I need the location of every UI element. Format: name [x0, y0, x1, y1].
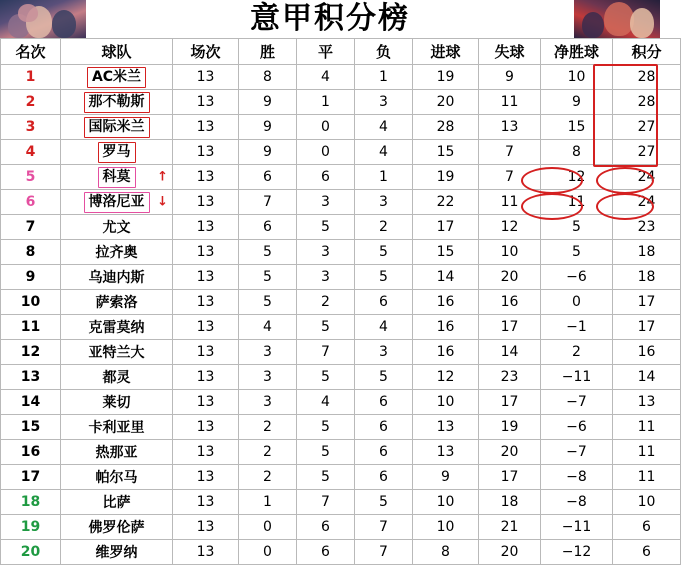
- cell-team[interactable]: [61, 340, 173, 365]
- table-row: [1, 315, 681, 340]
- cell-rank: 15: [1, 415, 61, 440]
- cell-team[interactable]: [61, 290, 173, 315]
- cell-goals-for: 19: [413, 65, 479, 90]
- cell-rank: 16: [1, 440, 61, 465]
- cell-won: 3: [239, 365, 297, 390]
- cell-points: 16: [613, 340, 681, 365]
- cell-played: 13: [173, 215, 239, 240]
- cell-rank: 11: [1, 315, 61, 340]
- cell-goals-against: 13: [479, 115, 541, 140]
- cell-goals-for: 16: [413, 315, 479, 340]
- cell-team[interactable]: [61, 315, 173, 340]
- cell-lost: 6: [355, 390, 413, 415]
- table-row: [1, 365, 681, 390]
- cell-goal-diff: −12: [541, 540, 613, 565]
- cell-drawn: 5: [297, 440, 355, 465]
- table-row: [1, 240, 681, 265]
- table-row: [1, 165, 681, 190]
- team-name: 帕尔马: [95, 470, 138, 486]
- cell-lost: 3: [355, 340, 413, 365]
- cell-rank: 17: [1, 465, 61, 490]
- cell-goals-for: 16: [413, 340, 479, 365]
- cell-points: 14: [613, 365, 681, 390]
- team-name: AC米兰: [87, 67, 146, 88]
- cell-rank: 2: [1, 90, 61, 115]
- cell-played: 13: [173, 165, 239, 190]
- team-name: 科莫: [98, 167, 136, 188]
- cell-goals-against: 19: [479, 415, 541, 440]
- cell-team[interactable]: [61, 165, 173, 190]
- cell-goal-diff: −7: [541, 440, 613, 465]
- cell-team[interactable]: [61, 540, 173, 565]
- page-title: 意甲积分榜: [250, 1, 410, 36]
- cell-played: 13: [173, 515, 239, 540]
- cell-drawn: 3: [297, 265, 355, 290]
- cell-points: 24: [613, 165, 681, 190]
- cell-goals-against: 21: [479, 515, 541, 540]
- cell-goals-for: 13: [413, 440, 479, 465]
- team-name: 比萨: [102, 495, 131, 511]
- cell-team[interactable]: [61, 465, 173, 490]
- move-up-icon: ↑: [157, 169, 168, 185]
- cell-team[interactable]: [61, 515, 173, 540]
- cell-rank: 14: [1, 390, 61, 415]
- cell-goals-against: 10: [479, 240, 541, 265]
- cell-played: 13: [173, 190, 239, 215]
- cell-goal-diff: −8: [541, 490, 613, 515]
- cell-goals-for: 10: [413, 390, 479, 415]
- cell-drawn: 0: [297, 115, 355, 140]
- table-row: [1, 515, 681, 540]
- cell-drawn: 0: [297, 140, 355, 165]
- cell-lost: 1: [355, 165, 413, 190]
- cell-team[interactable]: [61, 190, 173, 215]
- cell-won: 9: [239, 115, 297, 140]
- cell-drawn: 5: [297, 365, 355, 390]
- header-goal-diff: 净胜球: [541, 39, 613, 65]
- cell-goal-diff: 5: [541, 240, 613, 265]
- cell-played: 13: [173, 90, 239, 115]
- cell-goals-for: 15: [413, 140, 479, 165]
- cell-goals-for: 19: [413, 165, 479, 190]
- cell-won: 5: [239, 290, 297, 315]
- cell-rank: 3: [1, 115, 61, 140]
- cell-rank: 5: [1, 165, 61, 190]
- cell-won: 5: [239, 240, 297, 265]
- cell-played: 13: [173, 140, 239, 165]
- cell-rank: 7: [1, 215, 61, 240]
- cell-rank: 1: [1, 65, 61, 90]
- cell-rank: 19: [1, 515, 61, 540]
- cell-goals-against: 16: [479, 290, 541, 315]
- cell-drawn: 6: [297, 515, 355, 540]
- cell-goal-diff: 5: [541, 215, 613, 240]
- cell-played: 13: [173, 365, 239, 390]
- table-row: [1, 190, 681, 215]
- cell-goals-for: 14: [413, 265, 479, 290]
- cell-goals-against: 20: [479, 540, 541, 565]
- cell-goal-diff: −11: [541, 365, 613, 390]
- team-name: 那不勒斯: [84, 92, 150, 113]
- cell-won: 5: [239, 265, 297, 290]
- cell-lost: 5: [355, 490, 413, 515]
- cell-won: 3: [239, 340, 297, 365]
- standings-table: [0, 38, 681, 565]
- cell-goal-diff: −11: [541, 515, 613, 540]
- table-row: [1, 215, 681, 240]
- cell-drawn: 3: [297, 190, 355, 215]
- cell-drawn: 7: [297, 490, 355, 515]
- cell-won: 0: [239, 515, 297, 540]
- cell-goal-diff: 0: [541, 290, 613, 315]
- team-name: 拉齐奥: [95, 245, 138, 261]
- team-name: 克雷莫纳: [88, 320, 145, 336]
- cell-points: 27: [613, 140, 681, 165]
- cell-points: 28: [613, 65, 681, 90]
- cell-goals-against: 12: [479, 215, 541, 240]
- cell-rank: 8: [1, 240, 61, 265]
- team-name: 都灵: [102, 370, 131, 386]
- cell-drawn: 5: [297, 315, 355, 340]
- cell-points: 24: [613, 190, 681, 215]
- cell-points: 17: [613, 315, 681, 340]
- cell-goal-diff: 9: [541, 90, 613, 115]
- cell-won: 6: [239, 215, 297, 240]
- cell-goals-against: 17: [479, 465, 541, 490]
- table-row: [1, 390, 681, 415]
- cell-won: 9: [239, 140, 297, 165]
- cell-won: 6: [239, 165, 297, 190]
- cell-goals-against: 11: [479, 90, 541, 115]
- table-row: [1, 340, 681, 365]
- team-name: 亚特兰大: [88, 345, 145, 361]
- cell-goals-against: 9: [479, 65, 541, 90]
- cell-played: 13: [173, 290, 239, 315]
- cell-team[interactable]: [61, 65, 173, 90]
- move-down-icon: ↓: [157, 194, 168, 210]
- team-name: 罗马: [98, 142, 136, 163]
- cell-rank: 12: [1, 340, 61, 365]
- cell-lost: 7: [355, 515, 413, 540]
- table-row: [1, 115, 681, 140]
- cell-drawn: 6: [297, 165, 355, 190]
- cell-goals-against: 17: [479, 390, 541, 415]
- cell-drawn: 3: [297, 240, 355, 265]
- cell-goals-against: 14: [479, 340, 541, 365]
- cell-rank: 20: [1, 540, 61, 565]
- cell-team[interactable]: [61, 215, 173, 240]
- cell-played: 13: [173, 115, 239, 140]
- cell-goals-against: 20: [479, 440, 541, 465]
- cell-played: 13: [173, 340, 239, 365]
- cell-points: 28: [613, 90, 681, 115]
- cell-team[interactable]: [61, 240, 173, 265]
- table-row: [1, 440, 681, 465]
- header-rank: 名次: [1, 39, 61, 65]
- cell-points: 18: [613, 240, 681, 265]
- cell-points: 27: [613, 115, 681, 140]
- table-row: [1, 140, 681, 165]
- cell-lost: 5: [355, 265, 413, 290]
- table-row: [1, 90, 681, 115]
- cell-goals-for: 22: [413, 190, 479, 215]
- cell-goals-against: 11: [479, 190, 541, 215]
- cell-played: 13: [173, 415, 239, 440]
- cell-goals-against: 7: [479, 140, 541, 165]
- cell-played: 13: [173, 465, 239, 490]
- cell-points: 6: [613, 540, 681, 565]
- cell-lost: 4: [355, 115, 413, 140]
- team-name: 卡利亚里: [88, 420, 145, 436]
- cell-goals-for: 20: [413, 90, 479, 115]
- table-row: [1, 415, 681, 440]
- table-row: [1, 65, 681, 90]
- cell-played: 13: [173, 440, 239, 465]
- cell-points: 10: [613, 490, 681, 515]
- header-team: 球队: [61, 39, 173, 65]
- cell-points: 11: [613, 465, 681, 490]
- cell-goals-for: 13: [413, 415, 479, 440]
- table-row: [1, 290, 681, 315]
- cell-goals-for: 17: [413, 215, 479, 240]
- cell-goals-for: 9: [413, 465, 479, 490]
- cell-drawn: 1: [297, 90, 355, 115]
- cell-played: 13: [173, 390, 239, 415]
- cell-goal-diff: 12: [541, 165, 613, 190]
- cell-goals-for: 28: [413, 115, 479, 140]
- cell-drawn: 5: [297, 415, 355, 440]
- cell-goals-against: 7: [479, 165, 541, 190]
- cell-goals-for: 16: [413, 290, 479, 315]
- cell-lost: 4: [355, 315, 413, 340]
- header-goals-for: 进球: [413, 39, 479, 65]
- cell-team[interactable]: [61, 265, 173, 290]
- cell-goal-diff: 11: [541, 190, 613, 215]
- cell-goals-for: 8: [413, 540, 479, 565]
- team-name: 维罗纳: [95, 545, 138, 561]
- cell-goals-against: 18: [479, 490, 541, 515]
- cell-won: 4: [239, 315, 297, 340]
- cell-team[interactable]: [61, 115, 173, 140]
- cell-goal-diff: −1: [541, 315, 613, 340]
- table-row: [1, 490, 681, 515]
- cell-goal-diff: 2: [541, 340, 613, 365]
- cell-drawn: 6: [297, 540, 355, 565]
- cell-lost: 4: [355, 140, 413, 165]
- cell-rank: 6: [1, 190, 61, 215]
- table-row: [1, 465, 681, 490]
- cell-drawn: 5: [297, 215, 355, 240]
- table-row: [1, 540, 681, 565]
- cell-team[interactable]: [61, 390, 173, 415]
- header-played: 场次: [173, 39, 239, 65]
- cell-won: 0: [239, 540, 297, 565]
- cell-goals-against: 23: [479, 365, 541, 390]
- team-name: 热那亚: [95, 445, 138, 461]
- header-won: 胜: [239, 39, 297, 65]
- team-name: 莱切: [102, 395, 131, 411]
- team-name: 萨索洛: [95, 295, 138, 311]
- cell-points: 17: [613, 290, 681, 315]
- cell-goal-diff: −7: [541, 390, 613, 415]
- table-row: [1, 265, 681, 290]
- cell-lost: 5: [355, 365, 413, 390]
- cell-points: 23: [613, 215, 681, 240]
- cell-team[interactable]: [61, 140, 173, 165]
- cell-team[interactable]: [61, 415, 173, 440]
- cell-won: 3: [239, 390, 297, 415]
- cell-rank: 9: [1, 265, 61, 290]
- cell-lost: 5: [355, 240, 413, 265]
- cell-team[interactable]: [61, 440, 173, 465]
- cell-lost: 6: [355, 290, 413, 315]
- cell-goals-for: 15: [413, 240, 479, 265]
- team-name: 乌迪内斯: [88, 270, 145, 286]
- cell-rank: 18: [1, 490, 61, 515]
- page-banner: [0, 0, 660, 38]
- cell-points: 6: [613, 515, 681, 540]
- cell-rank: 10: [1, 290, 61, 315]
- cell-goal-diff: 8: [541, 140, 613, 165]
- cell-goal-diff: −8: [541, 465, 613, 490]
- cell-rank: 4: [1, 140, 61, 165]
- cell-points: 11: [613, 415, 681, 440]
- cell-lost: 1: [355, 65, 413, 90]
- cell-goal-diff: −6: [541, 265, 613, 290]
- cell-played: 13: [173, 540, 239, 565]
- cell-team[interactable]: [61, 490, 173, 515]
- cell-goals-for: 10: [413, 490, 479, 515]
- cell-won: 2: [239, 465, 297, 490]
- cell-points: 18: [613, 265, 681, 290]
- header-lost: 负: [355, 39, 413, 65]
- cell-won: 9: [239, 90, 297, 115]
- cell-won: 7: [239, 190, 297, 215]
- cell-goal-diff: 15: [541, 115, 613, 140]
- cell-lost: 3: [355, 90, 413, 115]
- cell-team[interactable]: [61, 365, 173, 390]
- cell-drawn: 4: [297, 390, 355, 415]
- cell-played: 13: [173, 65, 239, 90]
- cell-goals-for: 12: [413, 365, 479, 390]
- cell-goals-against: 17: [479, 315, 541, 340]
- cell-won: 8: [239, 65, 297, 90]
- header-points: 积分: [613, 39, 681, 65]
- header-goals-against: 失球: [479, 39, 541, 65]
- cell-points: 11: [613, 440, 681, 465]
- cell-played: 13: [173, 490, 239, 515]
- cell-goals-for: 10: [413, 515, 479, 540]
- cell-lost: 6: [355, 465, 413, 490]
- cell-won: 2: [239, 440, 297, 465]
- cell-won: 2: [239, 415, 297, 440]
- team-name: 佛罗伦萨: [88, 520, 145, 536]
- header-drawn: 平: [297, 39, 355, 65]
- cell-played: 13: [173, 315, 239, 340]
- cell-lost: 3: [355, 190, 413, 215]
- cell-drawn: 7: [297, 340, 355, 365]
- team-name: 尤文: [102, 220, 131, 236]
- cell-lost: 6: [355, 415, 413, 440]
- cell-played: 13: [173, 265, 239, 290]
- cell-drawn: 2: [297, 290, 355, 315]
- team-name: 博洛尼亚: [84, 192, 150, 213]
- cell-goals-against: 20: [479, 265, 541, 290]
- team-name: 国际米兰: [84, 117, 150, 138]
- cell-drawn: 4: [297, 65, 355, 90]
- cell-lost: 7: [355, 540, 413, 565]
- cell-points: 13: [613, 390, 681, 415]
- cell-lost: 6: [355, 440, 413, 465]
- cell-won: 1: [239, 490, 297, 515]
- cell-team[interactable]: [61, 90, 173, 115]
- cell-rank: 13: [1, 365, 61, 390]
- cell-played: 13: [173, 240, 239, 265]
- cell-lost: 2: [355, 215, 413, 240]
- cell-goal-diff: −6: [541, 415, 613, 440]
- cell-goal-diff: 10: [541, 65, 613, 90]
- table-header-row: [1, 39, 681, 65]
- cell-drawn: 5: [297, 465, 355, 490]
